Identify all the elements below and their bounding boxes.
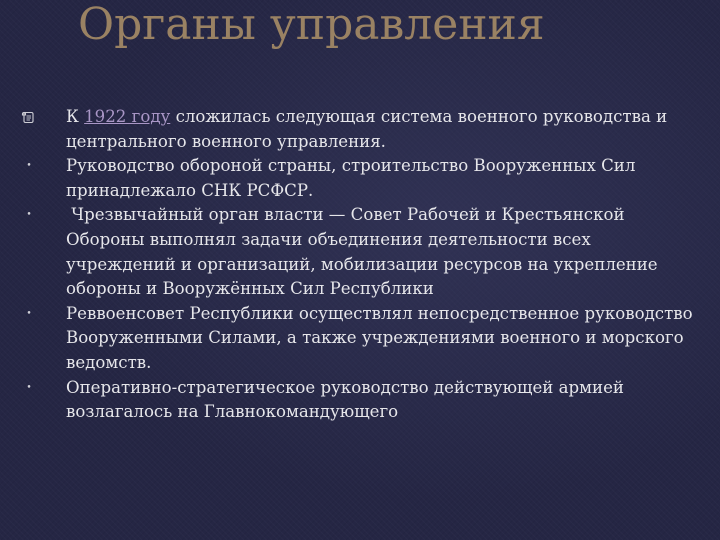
item-text: Реввоенсовет Республики осуществлял непосредственное руководство Вооруженными Силами, а также учреждениями военного и морского ведомств. xyxy=(66,303,693,372)
dot-bullet-icon: • xyxy=(26,161,32,172)
bullet-list xyxy=(0,105,700,425)
list-item xyxy=(0,203,700,301)
list-item xyxy=(0,376,700,425)
year-1922-link[interactable]: 1922 году xyxy=(84,107,171,126)
dot-bullet-icon: • xyxy=(26,382,32,393)
list-item xyxy=(0,105,700,154)
item-text-prefix: К xyxy=(66,107,85,126)
dot-bullet-icon: • xyxy=(26,308,32,319)
item-text-suffix: сложилась следующая система военного руководства и центрального военного управления. xyxy=(66,107,668,151)
list-item xyxy=(0,302,700,376)
item-text: Чрезвычайный орган власти — Совет Рабочей и Крестьянской Обороны выполнял задачи объединения деятельности всех учреждений и организаций, мобилизации ресурсов на укрепление обороны и Вооружённых Сил Республики xyxy=(66,205,663,299)
dot-bullet-icon: • xyxy=(26,210,32,221)
item-text: Руководство обороной страны, строительство Вооруженных Сил принадлежало СНК РСФСР. xyxy=(66,156,636,200)
list-item xyxy=(0,154,700,203)
item-text: Оперативно-стратегическое руководство действующей армией возлагалось на Главнокомандующего xyxy=(66,377,624,422)
slide-title: Органы управления xyxy=(78,0,545,50)
scroll-bullet-icon xyxy=(18,105,38,130)
